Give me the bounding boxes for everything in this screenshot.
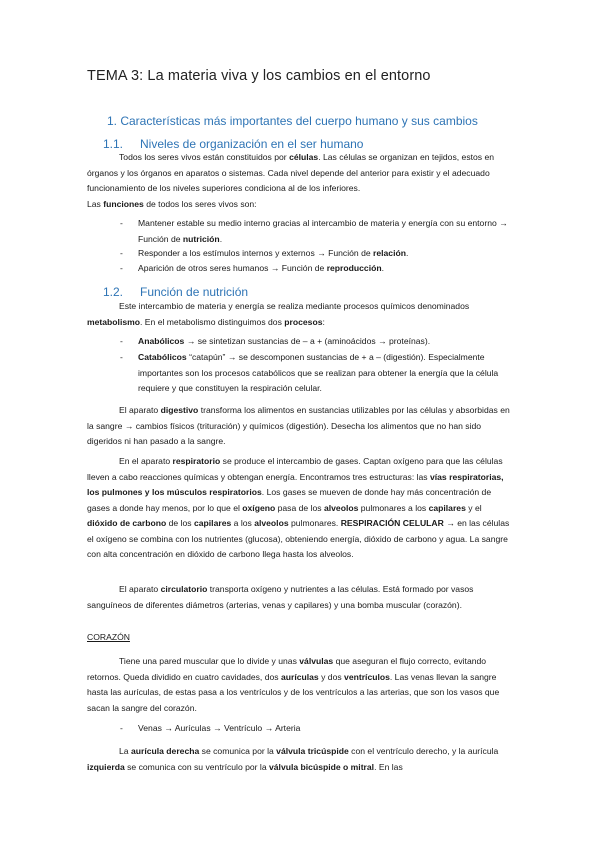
paragraph-valves: La aurícula derecha se comunica por la válvula tricúspide con el ventrículo derecho, y la aurícula izquierda se comunica con su ventrículo por la válvula bicúspide o mitral. En las <box>87 746 499 772</box>
section-heading-1: 1. Características más importantes del cuerpo humano y sus cambios <box>107 114 478 128</box>
paragraph-digestive: El aparato digestivo transforma los alimentos en sustancias utilizables por las células y absorbidas en la sangre → cambios físicos (trituración) y químicos (digestión). Desecha los alimentos que no han sido digeridos ni han pasado a la sangre. <box>87 405 510 446</box>
list-item: - Mantener estable su medio interno gracias al intercambio de materia y energía con su entorno → Función de nutrición. <box>120 218 508 244</box>
subsection-heading-1-1 <box>103 137 363 151</box>
list-item: - Catabólicos “catapún” → se descomponen sustancias de + a – (digestión). Especialmente importantes son los procesos catabólicos que se realizan para obtener la energía que la célula requiere y que constituyen la respiración celular. <box>120 352 499 393</box>
subsection-title: Función de nutrición <box>140 285 249 299</box>
list-item: - Venas → Aurículas → Ventrículo → Arteria <box>120 723 301 733</box>
subsection-title: Niveles de organización en el ser humano <box>140 137 364 151</box>
document-title: TEMA 3: La materia viva y los cambios en el entorno <box>87 68 431 84</box>
paragraph-respiratory: En el aparato respiratorio se produce el intercambio de gases. Captan oxígeno para que las células lleven a cabo reacciones químicas y obtengan energía. Encontramos tres estructuras: las vías respiratorias, los pulmones y los músculos respiratorios. Los gases se mueven de donde hay más concentración de gases a donde hay menos, por lo que el oxígeno pasa de los alveolos pulmonares a los capilares y el dióxido de carbono de los capilares a los alveolos pulmonares. RESPIRACIÓN CELULAR → en las células el oxígeno se combina con los nutrientes (glucosa), obteniendo energía, dióxido de carbono y agua. La sangre con alta concentración en dióxido de carbono llega hasta los alveolos. <box>87 456 510 559</box>
subsection-number: 1.2. <box>103 285 124 299</box>
paragraph-heart: Tiene una pared muscular que lo divide y unas válvulas que aseguran el flujo correcto, evitando retornos. Queda dividido en cuatro cavidades, dos aurículas y dos ventrículos. Las venas llevan la sangre hasta las aurículas, de estas pasa a los ventrículos y de los ventrículos a las arterias, que son los vasos que sacan la sangre del corazón. <box>87 656 500 713</box>
list-item: - Responder a los estímulos internos y externos → Función de relación. <box>120 248 409 258</box>
paragraph-circulatory: El aparato circulatorio transporta oxígeno y nutrientes a las células. Está formado por vasos sanguíneos de diferentes diámetros (arterias, venas y capilares) y una bomba muscular (corazón). <box>87 584 474 610</box>
paragraph-metabolism: Este intercambio de materia y energía se realiza mediante procesos químicos denominados metabolismo. En el metabolismo distinguimos dos procesos: <box>87 301 470 327</box>
list-item: - Anabólicos → se sintetizan sustancias de – a + (aminoácidos → proteínas). <box>120 336 431 346</box>
list-item: - Aparición de otros seres humanos → Función de reproducción. <box>120 263 384 273</box>
subsection-number: 1.1. <box>103 137 124 151</box>
paragraph-functions: Las funciones de todos los seres vivos son: <box>87 199 257 209</box>
subsection-heading-1-2 <box>103 285 248 299</box>
heart-heading: CORAZÓN <box>87 632 130 642</box>
paragraph-cells: Todos los seres vivos están constituidos por células. Las células se organizan en tejidos, estos en órganos y los órganos en aparatos o sistemas. Cada nivel depende del anterior para existir y el adecuado funcionamiento de los niveles superiores condiciona al de los inferiores. <box>87 152 495 193</box>
